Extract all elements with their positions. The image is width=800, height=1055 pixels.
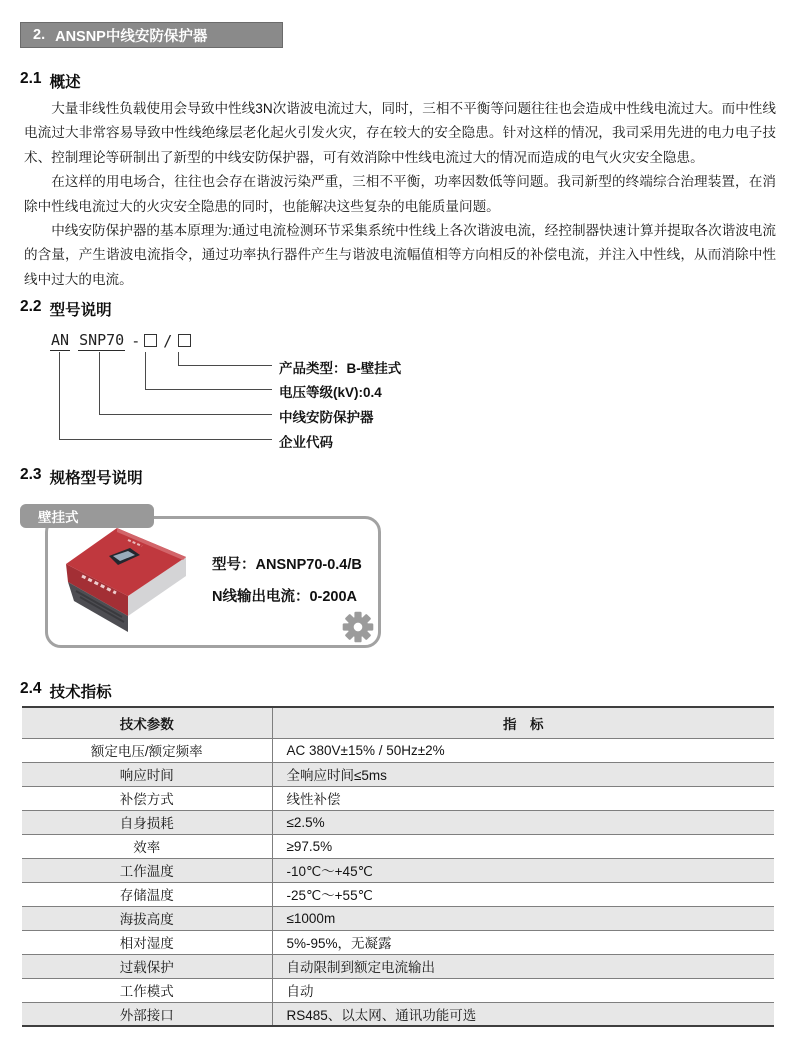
section-number: 2.3: [20, 466, 42, 483]
param-cell: 响应时间: [22, 762, 272, 786]
value-cell: -25℃～+55℃: [286, 888, 373, 903]
table-row: [22, 954, 774, 978]
param-cell: 过载保护: [22, 954, 272, 978]
value-cell: ≤2.5%: [286, 814, 325, 830]
paragraph: 中线安防保护器的基本原理为:通过电流检测环节采集系统中性线上各次谐波电流，经控制器快速计算并提取各次谐波电流的含量，产生谐波电流指令，通过功率执行器件产生与谐波电流幅值相等方向相反的补偿电流，并注入中性线，从而消除中性线中过大的电流。: [24, 223, 776, 287]
gear-icon: [340, 609, 376, 645]
param-cell: 海拔高度: [22, 906, 272, 930]
value-cell: ≤1000m: [286, 910, 336, 926]
model-label-product-type: 产品类型：B-壁挂式: [279, 361, 402, 376]
product-photo: [62, 524, 194, 642]
value-cell: RS485、以太网、通讯功能可选: [286, 1007, 477, 1023]
section-number: 2.1: [20, 70, 42, 87]
spec-current-text: N线输出电流：0-200A: [212, 589, 358, 605]
connector-line: [59, 352, 272, 440]
chapter-number: 2.: [33, 27, 46, 43]
section-heading-spec: [20, 466, 143, 488]
value-cell: 自动: [286, 984, 314, 999]
column-header-spec: 指 标: [272, 707, 774, 738]
table-header-row: [22, 707, 774, 738]
value-cell: AC 380V±15% / 50Hz±2%: [286, 742, 445, 758]
section-number: 2.4: [20, 680, 42, 697]
spec-model-text: 型号：ANSNP70-0.4/B: [212, 557, 362, 573]
table-row: [22, 930, 774, 954]
model-code-series: SNP70: [79, 331, 125, 349]
value-cell: 全响应时间≤5ms: [286, 768, 387, 783]
model-label-voltage: 电压等级(kV):0.4: [279, 385, 382, 400]
table-row: [22, 762, 774, 786]
table-row: [22, 810, 774, 834]
model-label-company-code: 企业代码: [279, 435, 333, 450]
table-row: [22, 1002, 774, 1026]
param-cell: 工作温度: [22, 858, 272, 882]
model-code-box-voltage: [144, 334, 157, 347]
table-row: [22, 834, 774, 858]
overview-paragraphs: [24, 97, 776, 292]
chapter-header: [20, 22, 283, 48]
spec-card-tab: [20, 504, 154, 528]
column-header-parameter: 技术参数: [22, 707, 272, 738]
section-number: 2.2: [20, 298, 42, 315]
table-row: [22, 882, 774, 906]
spec-card-tab-label: 壁挂式: [38, 510, 79, 525]
paragraph: 大量非线性负载使用会导致中性线3N次谐波电流过大，同时，三相不平衡等问题往往也会造成中性线电流过大。而中性线电流过大非常容易导致中性线绝缘层老化起火引发火灾，存在较大的安全隐患。针对这样的情况，我司采用先进的电力电子技术、控制理论等研制出了新型的中线安防保护器，可有效消除中性线电流过大的情况而造成的电气火灾安全隐患。: [24, 101, 776, 165]
value-cell: ≥97.5%: [286, 838, 333, 854]
param-cell: 存储温度: [22, 882, 272, 906]
table-row: [22, 738, 774, 762]
param-cell: 外部接口: [22, 1002, 272, 1026]
table-row: [22, 906, 774, 930]
model-code-line: [50, 331, 191, 351]
table-row: [22, 786, 774, 810]
param-cell: 相对湿度: [22, 930, 272, 954]
paragraph: 在这样的用电场合，往往也会存在谐波污染严重，三相不平衡，功率因数低等问题。我司新型的终端综合治理装置，在消除中性线电流过大的火灾安全隐患的同时，也能解决这些复杂的电能质量问题。: [24, 174, 776, 214]
value-cell: 自动限制到额定电流输出: [286, 960, 435, 975]
model-code-box-type: [178, 334, 191, 347]
section-title: 概述: [49, 74, 81, 91]
param-cell: 工作模式: [22, 978, 272, 1002]
tech-spec-table: [22, 706, 774, 1027]
param-cell: 补偿方式: [22, 786, 272, 810]
model-label-device-name: 中线安防保护器: [279, 410, 374, 425]
value-cell: 5%-95%，无凝露: [286, 936, 392, 951]
model-code-slash: /: [163, 332, 173, 350]
section-heading-model: [20, 298, 112, 320]
param-cell: 自身损耗: [22, 810, 272, 834]
model-code-company: AN: [51, 331, 70, 349]
param-cell: 额定电压/额定频率: [22, 738, 272, 762]
value-cell: -10℃～+45℃: [286, 864, 373, 879]
table-row: [22, 978, 774, 1002]
chapter-title: ANSNP中线安防保护器: [55, 28, 208, 45]
section-title: 技术指标: [49, 684, 112, 701]
section-title: 规格型号说明: [49, 470, 143, 487]
section-title: 型号说明: [49, 302, 112, 319]
value-cell: 线性补偿: [286, 792, 341, 807]
model-code-dash: -: [131, 332, 141, 350]
section-heading-overview: [20, 70, 81, 92]
section-heading-tech: [20, 680, 112, 702]
param-cell: 效率: [22, 834, 272, 858]
table-row: [22, 858, 774, 882]
